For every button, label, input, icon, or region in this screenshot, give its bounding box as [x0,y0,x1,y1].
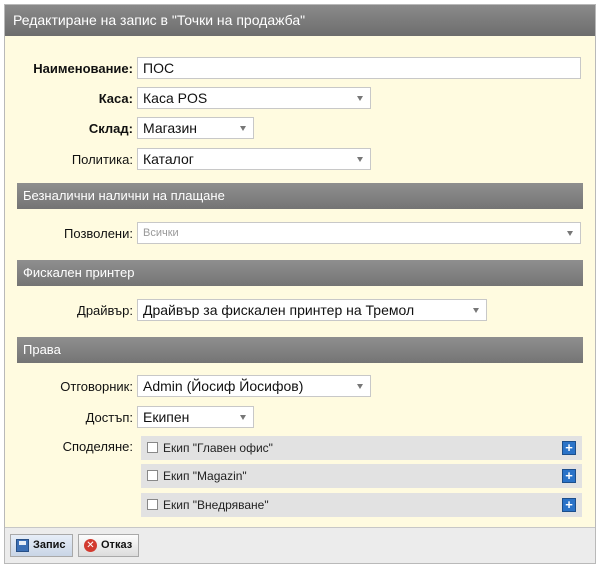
chevron-down-icon [357,157,363,162]
save-button[interactable] [10,534,73,557]
chevron-down-icon [240,126,246,131]
plus-icon[interactable]: + [562,498,576,512]
cancel-icon: ✕ [84,539,97,552]
store-select[interactable] [137,117,254,139]
cancel-button-label: Отказ [101,539,133,551]
printer-select[interactable] [137,299,487,321]
team-checkbox[interactable] [147,499,158,510]
dialog-footer [5,527,595,563]
printer-section-header: Фискален принтер [17,260,583,286]
payments-select[interactable] [137,222,581,244]
payments-placeholder: Всички [143,227,179,239]
payments-section-header: Безналични налични на плащане [17,183,583,209]
printer-select-value: Драйвър за фискален принтер на Тремол [143,302,415,318]
save-button-label: Запис [33,539,66,551]
chevron-down-icon [240,415,246,420]
share-team-item [141,436,582,460]
cash-label: Каса: [98,91,133,106]
team-label: Екип "Главен офис" [163,441,273,455]
policy-select[interactable] [137,148,371,170]
owner-label: Отговорник: [60,379,133,394]
access-select[interactable] [137,406,254,428]
dialog-title: Редактиране на запис в "Точки на продажба" [5,5,595,36]
team-checkbox[interactable] [147,442,158,453]
dialog-body [5,36,595,528]
chevron-down-icon [473,308,479,313]
access-select-value: Екипен [143,409,190,425]
team-label: Екип "Magazin" [163,469,247,483]
policy-select-value: Каталог [143,151,194,167]
edit-dialog [4,4,596,564]
cash-select[interactable] [137,87,371,109]
floppy-disk-icon [16,539,29,552]
share-team-item [141,493,582,517]
share-team-item [141,464,582,488]
team-label: Екип "Внедряване" [163,498,269,512]
name-label: Наименование: [33,61,133,76]
name-input[interactable]: ПОС [137,57,581,79]
chevron-down-icon [357,384,363,389]
plus-icon[interactable]: + [562,469,576,483]
rights-section-header: Права [17,337,583,363]
access-label: Достъп: [85,410,133,425]
printer-label: Драйвър: [77,303,133,318]
store-label: Склад: [88,121,133,136]
share-label: Споделяне: [62,439,133,454]
chevron-down-icon [567,231,573,236]
store-select-value: Магазин [143,120,198,136]
owner-select-value: Admin (Йосиф Йосифов) [143,378,304,394]
plus-icon[interactable]: + [562,441,576,455]
team-checkbox[interactable] [147,470,158,481]
chevron-down-icon [357,96,363,101]
policy-label: Политика: [71,152,133,167]
cancel-button[interactable] [78,534,139,557]
owner-select[interactable] [137,375,371,397]
payments-label: Позволени: [64,226,133,241]
cash-select-value: Каса POS [143,90,208,106]
